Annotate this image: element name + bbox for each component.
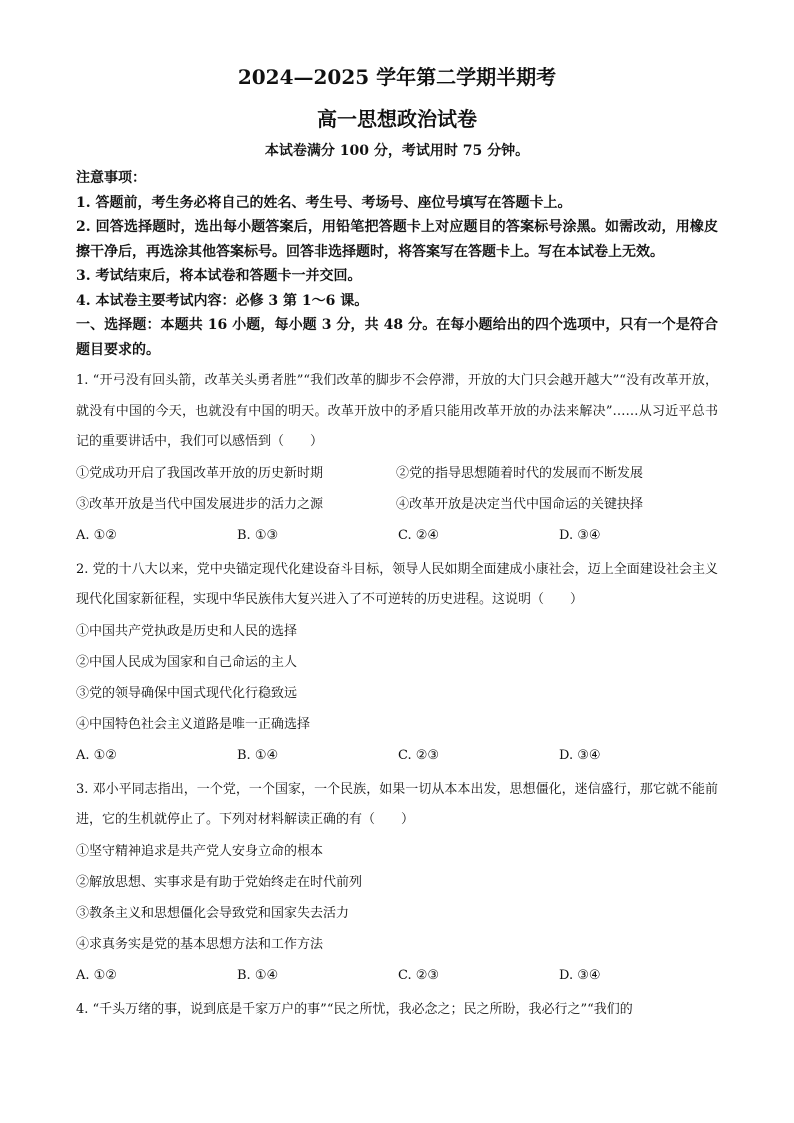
exam-page (76, 62, 718, 1025)
choice-a: A. ①② (76, 527, 117, 543)
statement-item: ①坚守精神追求是共产党人安身立命的根本 (76, 843, 324, 859)
question-stem: 4. “千头万绪的事，说到底是千家万户的事”“民之所忧，我必念之；民之所盼，我必行之”“我们的 (76, 1001, 633, 1017)
choice-b: B. ①③ (237, 527, 279, 543)
question-stem: 3. 邓小平同志指出，一个党，一个国家，一个民族，如果一切从本本出发，思想僵化，迷信盛行，那它就不能前进，它的生机就停止了。下列对材料解读正确的有（ ） (76, 781, 718, 827)
statement-item: ④中国特色社会主义道路是唯一正确选择 (76, 716, 311, 732)
answer-choices (76, 960, 718, 991)
question-2 (76, 555, 718, 771)
statement-item: ①中国共产党执政是历史和人民的选择 (76, 623, 298, 639)
statement-list (76, 458, 718, 520)
note-item: 2. 回答选择题时，选出每小题答案后，用铅笔把答题卡上对应题目的答案标号涂黑。如需改动，用橡皮擦干净后，再选涂其他答案标号。回答非选择题时，将答案写在答题卡上。写在本试卷上无效。 (76, 219, 718, 260)
statement-item: ④改革开放是决定当代中国命运的关键抉择 (396, 496, 644, 512)
exam-title-subject: 高一思想政治试卷 (317, 107, 477, 131)
statement-item: ①党成功开启了我国改革开放的历史新时期 (76, 465, 324, 481)
choice-b: B. ①④ (237, 747, 279, 763)
exam-title-year: 2024—2025 学年第二学期半期考 (237, 65, 557, 89)
note-item: 4. 本试卷主要考试内容：必修 3 第 1～6 课。 (76, 292, 369, 309)
question-4 (76, 995, 718, 1026)
question-stem: 1. “开弓没有回头箭，改革关头勇者胜”“我们改革的脚步不会停滞，开放的大门只会越开越大”“没有改革开放，就没有中国的今天，也就没有中国的明天。改革开放中的矛盾只能用改革开放的办法来解决”……从习近平总书记的重要讲话中，我们可以感悟到（ ） (76, 373, 718, 449)
choice-b: B. ①④ (237, 967, 279, 983)
choice-a: A. ①② (76, 967, 117, 983)
statement-item: ③党的领导确保中国式现代化行稳致远 (76, 685, 298, 701)
exam-subtitle: 本试卷满分 100 分，考试用时 75 分钟。 (264, 143, 530, 159)
answer-choices (76, 520, 718, 551)
section-heading: 一、选择题：本题共 16 小题，每小题 3 分，共 48 分。在每小题给出的四个选项中，只有一个是符合题目要求的。 (76, 317, 718, 358)
notes-heading: 注意事项： (76, 170, 146, 186)
choice-d: D. ③④ (559, 527, 601, 543)
answer-choices (76, 740, 718, 771)
note-item: 1. 答题前，考生务必将自己的姓名、考生号、考场号、座位号填写在答题卡上。 (76, 194, 572, 211)
statement-item: ④求真务实是党的基本思想方法和工作方法 (76, 936, 324, 952)
note-item: 3. 考试结束后，将本试卷和答题卡一并交回。 (76, 268, 362, 284)
choice-c: C. ②③ (398, 747, 440, 763)
statement-item: ③改革开放是当代中国发展进步的活力之源 (76, 496, 324, 512)
statement-item: ③教条主义和思想僵化会导致党和国家失去活力 (76, 905, 350, 921)
question-1 (76, 366, 718, 551)
choice-c: C. ②④ (398, 527, 440, 543)
choice-d: D. ③④ (559, 747, 601, 763)
choice-c: C. ②③ (398, 967, 440, 983)
statement-item: ②解放思想、实事求是有助于党始终走在时代前列 (76, 874, 363, 890)
question-3 (76, 775, 718, 991)
choice-d: D. ③④ (559, 967, 601, 983)
statement-item: ②党的指导思想随着时代的发展而不断发展 (396, 465, 644, 481)
question-stem: 2. 党的十八大以来，党中央锚定现代化建设奋斗目标，领导人民如期全面建成小康社会，迈上全面建设社会主义现代化国家新征程，实现中华民族伟大复兴进入了不可逆转的历史进程。这说明（ ） (76, 561, 718, 607)
choice-a: A. ①② (76, 747, 117, 763)
statement-item: ②中国人民成为国家和自己命运的主人 (76, 654, 298, 670)
notes-block (76, 166, 718, 362)
